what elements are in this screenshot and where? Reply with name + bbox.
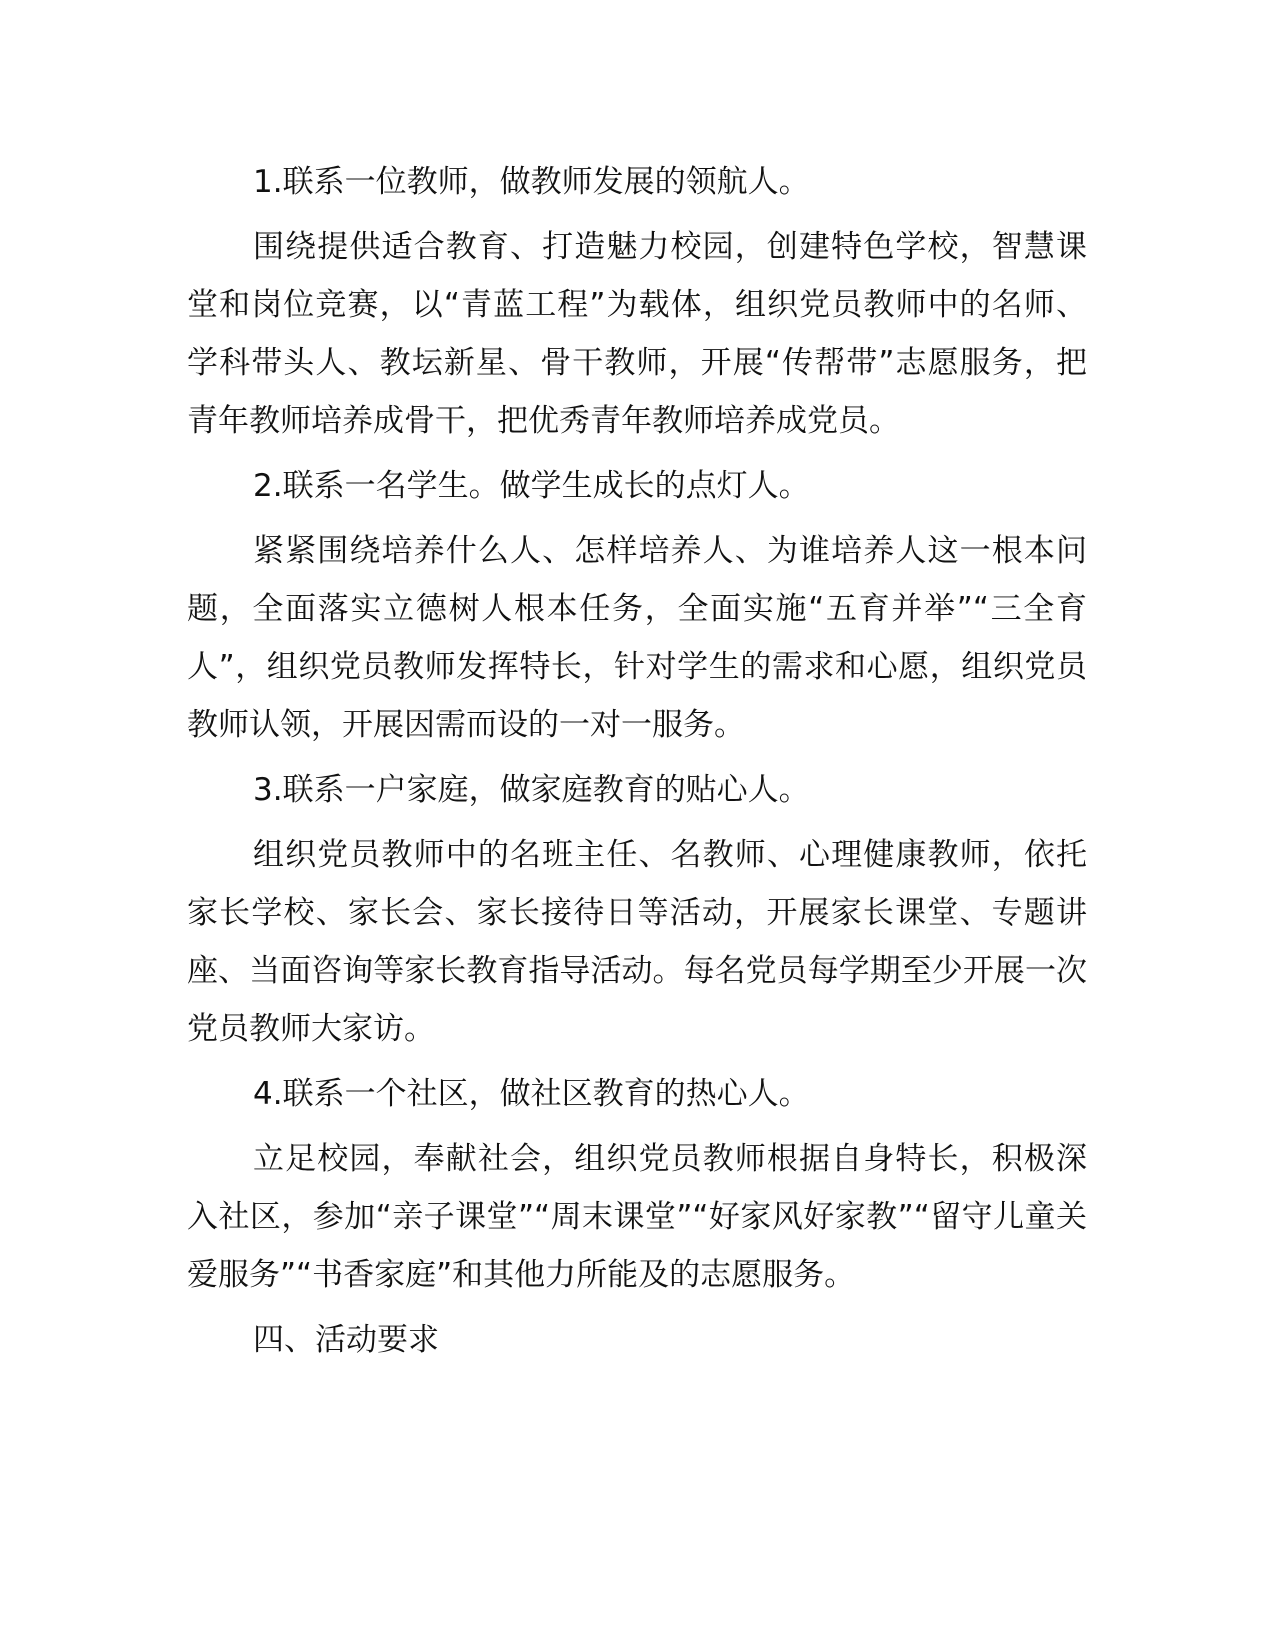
paragraph-family: 组织党员教师中的名班主任、名教师、心理健康教师，依托家长学校、家长会、家长接待日等活动，开展家长课堂、专题讲座、当面咨询等家长教育指导活动。每名党员每学期至少开展一次党员教师大家访。: [187, 837, 1087, 1047]
document-body: [187, 153, 1087, 1376]
paragraph-teacher: 围绕提供适合教育、打造魅力校园，创建特色学校，智慧课堂和岗位竞赛，以“青蓝工程”为载体，组织党员教师中的名师、学科带头人、教坛新星、骨干教师，开展“传帮带”志愿服务，把青年教师培养成骨干，把优秀青年教师培养成党员。: [187, 229, 1087, 439]
heading-teacher: 1.联系一位教师，做教师发展的领航人。: [253, 164, 810, 200]
paragraph-community: 立足校园，奉献社会，组织党员教师根据自身特长，积极深入社区，参加“亲子课堂”“周末课堂”“好家风好家教”“留守儿童关爱服务”“书香家庭”和其他力所能及的志愿服务。: [187, 1141, 1087, 1293]
heading-student: 2.联系一名学生。做学生成长的点灯人。: [253, 468, 810, 504]
paragraph-student: 紧紧围绕培养什么人、怎样培养人、为谁培养人这一根本问题，全面落实立德树人根本任务，全面实施“五育并举”“三全育人”，组织党员教师发挥特长，针对学生的需求和心愿，组织党员教师认领，开展因需而设的一对一服务。: [187, 533, 1087, 743]
heading-community: 4.联系一个社区，做社区教育的热心人。: [253, 1076, 810, 1112]
section-heading-requirements: 四、活动要求: [253, 1322, 439, 1358]
heading-family: 3.联系一户家庭，做家庭教育的贴心人。: [253, 772, 810, 808]
